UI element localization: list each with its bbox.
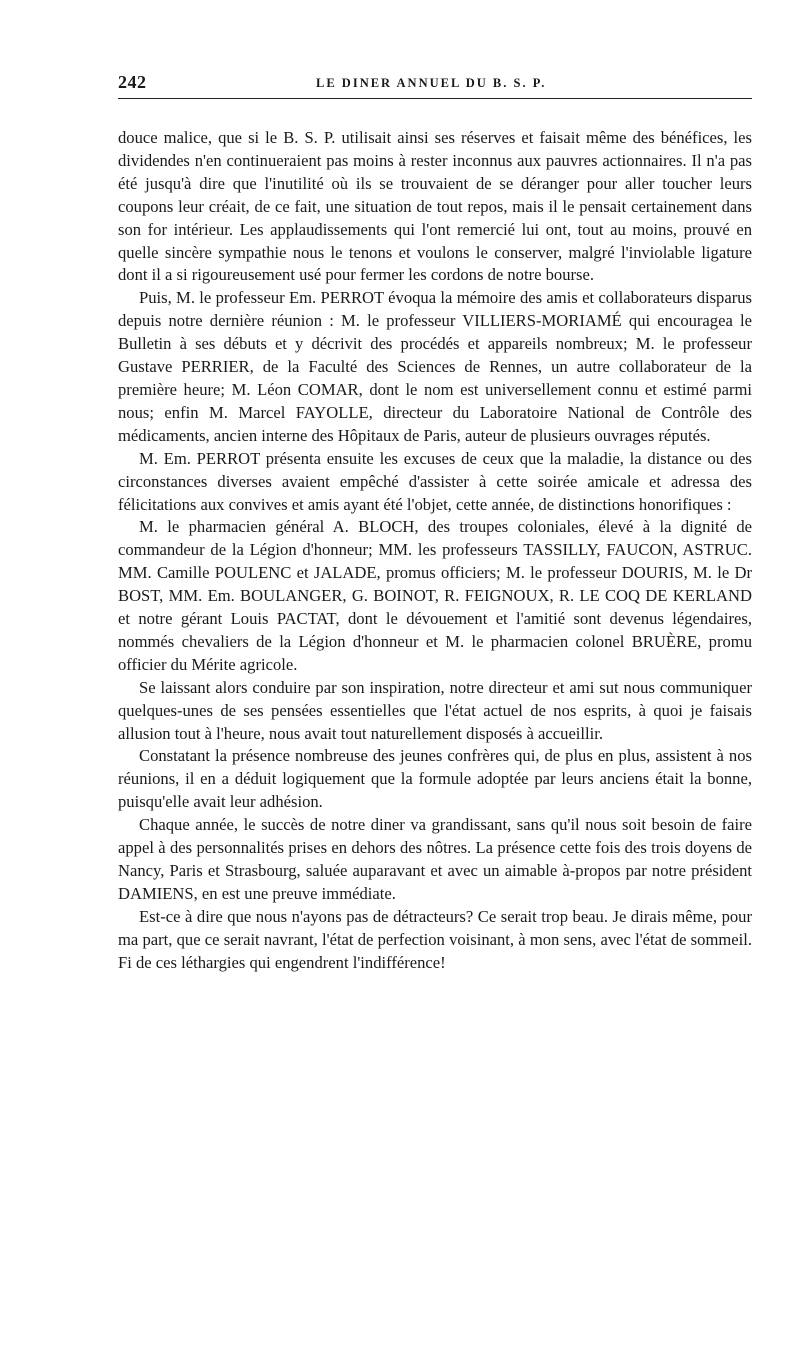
paragraph: Se laissant alors conduire par son inspiration, notre directeur et ami sut nous communiquer quelques-unes de ses pensées essentielles que l'état actuel de nos esprits, à quoi je faisais allusion tout à l'heure, nous avait tout naturellement disposés à accueillir.	[118, 677, 752, 743]
running-title: LE DINER ANNUEL DU B. S. P.	[316, 76, 547, 90]
paragraph: douce malice, que si le B. S. P. utilisait ainsi ses réserves et faisait même des bénéfices, les dividendes n'en continueraient pas moins à rester inconnus aux pauvres actionnaires. Il n'a pas été jusqu'à dire que l'inutilité où ils se trouvaient de se déranger pour aller toucher leurs coupons leur créait, de ce fait, une situation de tout repos, mais il le pensait certainement dans son for intérieur. Les applaudissements qui l'ont remercié lui ont, tout au moins, prouvé en quelle sincère sympathie nous le tenons et voulons le conserver, malgré l'inviolable ligature dont il a si rigoureusement usé pour fermer les cordons de notre bourse.	[118, 128, 752, 285]
page	[118, 72, 752, 975]
paragraph: Puis, M. le professeur Em. PERROT évoqua la mémoire des amis et collaborateurs disparus depuis notre dernière réunion : M. le professeur VILLIERS-MORIAMÉ qui encouragea le Bulletin à ses débuts et y décrivit des procédés et appareils nombreux; M. le professeur Gustave PERRIER, de la Faculté des Sciences de Rennes, un autre collaborateur de la première heure; M. Léon COMAR, dont le nom est universellement connu et estimé parmi nous; enfin M. Marcel FAYOLLE, directeur du Laboratoire National de Contrôle des médicaments, ancien interne des Hôpitaux de Paris, auteur de plusieurs ouvrages réputés.	[118, 288, 752, 445]
paragraph: M. le pharmacien général A. BLOCH, des troupes coloniales, élevé à la dignité de commandeur de la Légion d'honneur; MM. les professeurs TASSILLY, FAUCON, ASTRUC. MM. Camille POULENC et JALADE, promus officiers; M. le professeur DOURIS, M. le Dr BOST, MM. Em. BOULANGER, G. BOINOT, R. FEIGNOUX, R. LE COQ DE KERLAND et notre gérant Louis PACTAT, dont le dévouement et l'amitié sont devenus légendaires, nommés chevaliers de la Légion d'honneur et M. le pharmacien colonel BRUÈRE, promu officier du Mérite agricole.	[118, 517, 752, 674]
page-header	[118, 72, 752, 99]
body-text	[118, 127, 752, 975]
paragraph: Est-ce à dire que nous n'ayons pas de détracteurs? Ce serait trop beau. Je dirais même, pour ma part, que ce serait navrant, l'état de perfection voisinant, à mon sens, avec l'état de sommeil. Fi de ces léthargies qui engendrent l'indifférence!	[118, 906, 752, 972]
paragraph: Chaque année, le succès de notre diner va grandissant, sans qu'il nous soit besoin de faire appel à des personnalités prises en dehors des nôtres. La présence cette fois des trois doyens de Nancy, Paris et Strasbourg, saluée auparavant et avec un aimable à-propos par notre président DAMIENS, en est une preuve immédiate.	[118, 815, 752, 903]
page-number: 242	[118, 72, 147, 92]
paragraph: M. Em. PERROT présenta ensuite les excuses de ceux que la maladie, la distance ou des circonstances diverses avaient empêché d'assister à cette soirée amicale et adressa des félicitations aux convives et amis ayant été l'objet, cette année, de distinctions honorifiques :	[118, 448, 752, 514]
paragraph: Constatant la présence nombreuse des jeunes confrères qui, de plus en plus, assistent à nos réunions, il en a déduit logiquement que la formule adoptée par leurs anciens était la bonne, puisqu'elle avait leur adhésion.	[118, 746, 752, 812]
